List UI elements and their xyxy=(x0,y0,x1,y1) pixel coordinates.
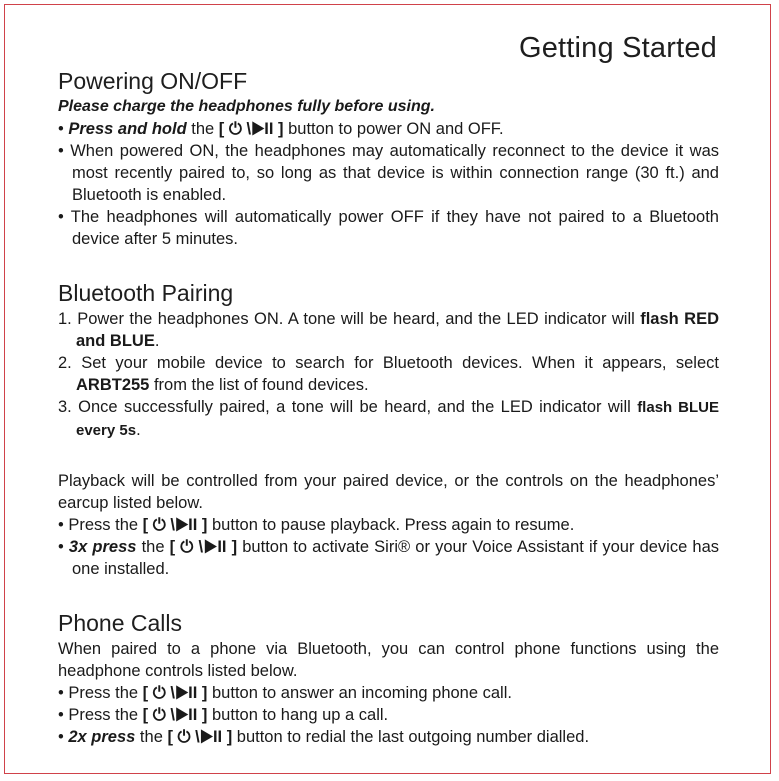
text: button to hang up a call. xyxy=(207,706,389,724)
text: Press the xyxy=(68,684,143,702)
text: button to redial the last outgoing number dialled. xyxy=(232,728,590,746)
emphasis-text: 2x press xyxy=(68,728,136,746)
list-item: • Press the [ ⏻ \▶II ] button to pause playback. Press again to resume. xyxy=(58,516,575,534)
text: Press the xyxy=(68,706,143,724)
list-item: • 2x press the [ ⏻ \▶II ] button to redial the last outgoing number dialled. xyxy=(58,728,590,746)
list-item xyxy=(58,308,719,352)
power-play-pause-icon: [ ⏻ \▶II ] xyxy=(167,728,233,746)
text: the xyxy=(136,538,170,556)
emphasis-text: flash BLUE every 5s xyxy=(76,399,719,439)
text: button to power ON and OFF. xyxy=(283,120,504,138)
step-number: 3. xyxy=(58,398,72,416)
list-item: • The headphones will automatically power OFF if they have not paired to a Bluetooth device after 5 minutes. xyxy=(58,208,719,248)
calls-intro: When paired to a phone via Bluetooth, you can control phone functions using the headphone controls listed below. xyxy=(58,640,719,680)
playback-intro: Playback will be controlled from your paired device, or the controls on the headphones’ earcup listed below. xyxy=(58,472,719,512)
power-play-pause-icon: [ ⏻ \▶II ] xyxy=(169,538,238,556)
list-item: • 3x press the [ ⏻ \▶II ] button to activate Siri® or your Voice Assistant if your device has one installed. xyxy=(58,538,719,578)
playback-section xyxy=(58,470,719,580)
text: button to answer an incoming phone call. xyxy=(207,684,512,702)
manual-content xyxy=(58,66,719,748)
text: Power the headphones ON. A tone will be heard, and the LED indicator will xyxy=(71,310,641,328)
calls-heading: Phone Calls xyxy=(58,610,183,636)
list-item: • Press the [ ⏻ \▶II ] button to answer an incoming phone call. xyxy=(58,684,512,702)
text: The headphones will automatically power OFF if they have not paired to a Bluetooth device after 5 minutes. xyxy=(70,208,719,248)
list-item: • When powered ON, the headphones may automatically reconnect to the device it was most recently paired to, so long as that device is within connection range (30 ft.) and Bluetooth is enabled. xyxy=(58,142,719,204)
text: button to activate Siri® or your Voice Assistant if your device has one installed. xyxy=(72,538,719,578)
text: Once successfully paired, a tone will be heard, and the LED indicator will xyxy=(71,398,638,416)
pairing-section xyxy=(58,278,719,442)
powering-heading: Powering ON/OFF xyxy=(58,68,248,94)
text: Set your mobile device to search for Bluetooth devices. When it appears, select xyxy=(71,354,719,372)
calls-section xyxy=(58,608,719,748)
page-title: Getting Started xyxy=(518,32,717,64)
emphasis-text: 3x press xyxy=(68,538,137,556)
device-name: ARBT255 xyxy=(76,376,150,394)
pairing-heading: Bluetooth Pairing xyxy=(58,280,234,306)
text: . xyxy=(136,421,141,439)
charge-warning: Please charge the headphones fully before using. xyxy=(58,98,435,115)
text: Press the xyxy=(68,516,143,534)
emphasis-text: Press and hold xyxy=(68,120,187,138)
text: . xyxy=(154,332,160,350)
text: the xyxy=(135,728,168,746)
text: button to pause playback. Press again to resume. xyxy=(207,516,575,534)
list-item xyxy=(58,396,719,442)
power-play-pause-icon: [ ⏻ \▶II ] xyxy=(218,120,284,138)
powering-section xyxy=(58,66,719,250)
list-item: • Press the [ ⏻ \▶II ] button to hang up a call. xyxy=(58,706,389,724)
power-play-pause-icon: [ ⏻ \▶II ] xyxy=(142,516,208,534)
text: from the list of found devices. xyxy=(149,376,369,394)
power-play-pause-icon: [ ⏻ \▶II ] xyxy=(142,706,208,724)
text: the xyxy=(186,120,219,138)
text: When powered ON, the headphones may automatically reconnect to the device it was most recently paired to, so long as that device is within connection range (30 ft.) and Bluetooth is enabled. xyxy=(70,142,719,204)
list-item xyxy=(58,352,719,396)
emphasis-text: flash RED and BLUE xyxy=(76,310,719,350)
list-item: • Press and hold the [ ⏻ \▶II ] button to power ON and OFF. xyxy=(58,120,504,138)
step-number: 1. xyxy=(58,310,72,328)
step-number: 2. xyxy=(58,354,72,372)
power-play-pause-icon: [ ⏻ \▶II ] xyxy=(142,684,208,702)
